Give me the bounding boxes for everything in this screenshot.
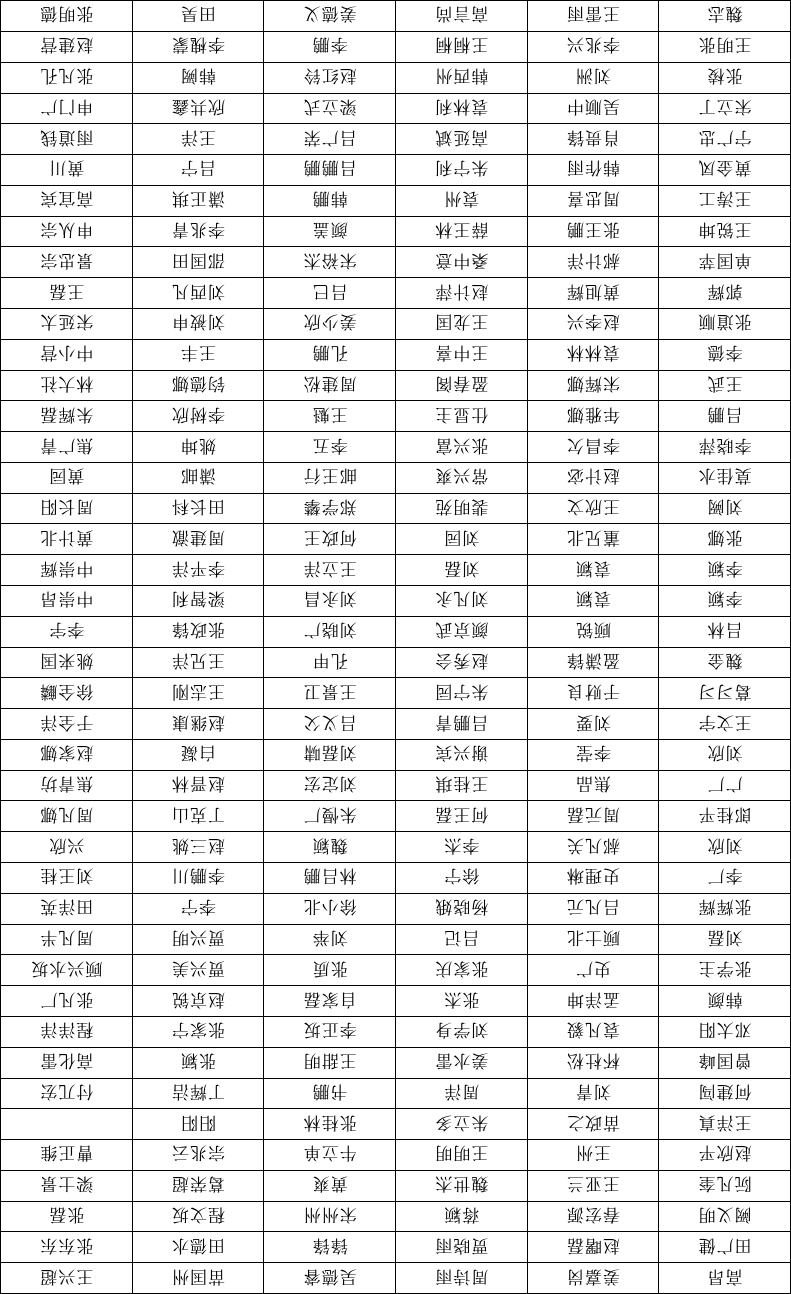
name-cell: 顾士北 [527,924,659,955]
name-cell: 广厂 [659,770,791,801]
name-cell: 梁立式 [264,93,396,124]
name-cell: 于财良 [527,678,659,709]
name-cell: 袁颖 [527,555,659,586]
name-cell: 李杰 [396,832,528,863]
name-cell: 魏志 [659,1,791,32]
name-cell: 吕宁 [132,155,264,186]
name-cell: 王亚兰 [527,1170,659,1201]
name-cell: 刘学身 [396,1016,528,1047]
name-cell: 杯杜松 [527,1047,659,1078]
name-cell: 李槐蒙 [132,31,264,62]
name-cell: 张道顺 [659,309,791,340]
name-cell: 申门广 [1,93,133,124]
name-cell: 苗政之 [527,1109,659,1140]
name-cell: 年雅娜 [527,401,659,432]
name-cell: 王洋真 [659,1109,791,1140]
name-cell: 田德水 [132,1232,264,1263]
name-cell: 张凡厂 [1,986,133,1017]
name-cell: 仕显主 [396,401,528,432]
name-cell: 赵继康 [132,709,264,740]
name-cell: 林吕鹏 [264,863,396,894]
name-cell: 周诗雨 [396,1263,528,1294]
name-cell: 书鹏 [264,1078,396,1109]
name-cell: 周长阳 [1,493,133,524]
name-cell: 周建澈 [132,524,264,555]
name-cell: 赵秀会 [396,647,528,678]
name-cell: 李莹 [527,739,659,770]
name-cell: 刘被申 [132,309,264,340]
name-cell: 雨道钱 [1,124,133,155]
name-cell: 张娜 [659,524,791,555]
name-cell: 王兴超 [1,1263,133,1294]
name-cell: 付兀宏 [1,1078,133,1109]
table-row [1,1201,791,1232]
table-row [1,155,791,186]
name-cell: 赵李兴 [527,309,659,340]
table-row [1,62,791,93]
name-cell: 张磊 [1,1201,133,1232]
name-cell: 袁颖 [527,586,659,617]
name-cell: 孔鹏 [264,339,396,370]
table-row [1,893,791,924]
name-cell: 姜嘉岗 [527,1263,659,1294]
name-cell: 何王磊 [396,801,528,832]
name-cell: 吕义父 [264,709,396,740]
table-row [1,586,791,617]
name-cell: 李晓萍 [659,432,791,463]
name-cell: 何政王 [264,524,396,555]
name-cell: 韩西州 [396,62,528,93]
name-cell: 李昌欠 [527,432,659,463]
name-cell: 张凡孔 [1,62,133,93]
name-cell: 李宇 [1,616,133,647]
name-cell: 史广 [527,955,659,986]
name-cell: 刘举 [264,924,396,955]
name-cell: 姚来国 [1,647,133,678]
name-cell: 张颖 [132,1047,264,1078]
table-row [1,370,791,401]
name-cell: 李鹏川 [132,863,264,894]
name-cell: 朱宁园 [396,678,528,709]
name-cell: 刘凡永 [396,586,528,617]
name-cell: 阮凡奎 [659,1170,791,1201]
name-cell: 张家庆 [396,955,528,986]
name-cell: 李颖 [659,586,791,617]
name-cell: 王洋 [132,124,264,155]
name-cell: 宋延太 [1,309,133,340]
name-cell: 刘园 [396,524,528,555]
name-cell: 王磊 [1,278,133,309]
name-cell: 王桂琪 [396,770,528,801]
name-cell: 颜京武 [396,616,528,647]
table-row [1,185,791,216]
name-cell: 郎桂平 [659,801,791,832]
name-cell: 韩鹏 [264,185,396,216]
name-cell: 朱慢厂 [264,801,396,832]
name-cell: 吴德睿 [264,1263,396,1294]
name-cell: 顾锐 [527,616,659,647]
name-cell: 赵三姚 [132,832,264,863]
name-cell: 盈潇锋 [527,647,659,678]
name-cell: 何建闯 [659,1078,791,1109]
name-cell: 裴明苑 [396,493,528,524]
table-row [1,1047,791,1078]
name-cell: 王丰 [132,339,264,370]
name-cell: 李平洋 [132,555,264,586]
name-cell: 王景卫 [264,678,396,709]
name-cell: 自家磊 [264,986,396,1017]
name-cell: 吕广荣 [264,124,396,155]
name-cell: 牛立单 [264,1140,396,1171]
name-cell: 周凡娜 [1,801,133,832]
table-row [1,770,791,801]
name-cell: 景忠宗 [1,247,133,278]
name-cell: 袁凡毅 [527,1016,659,1047]
name-cell: 程文坂 [132,1201,264,1232]
table-row [1,1140,791,1171]
name-cell: 蒋颖 [396,1201,528,1232]
table-row [1,462,791,493]
name-cell: 韩颜 [659,986,791,1017]
name-cell: 刘欣 [659,739,791,770]
table-row [1,1078,791,1109]
name-cell: 曹正维 [1,1140,133,1171]
table-row [1,247,791,278]
name-cell: 张明德 [1,1,133,32]
name-cell: 袁林利 [396,93,528,124]
table-row [1,616,791,647]
name-cell: 刘永昌 [264,586,396,617]
name-cell: 贾晓雨 [396,1232,528,1263]
name-cell: 邵国田 [132,247,264,278]
name-cell: 葛习习 [659,678,791,709]
name-cell: 焦青坊 [1,770,133,801]
table-row [1,124,791,155]
name-cell: 黄园 [1,462,133,493]
name-cell: 郝计洋 [527,247,659,278]
name-cell: 张杰 [396,986,528,1017]
name-cell: 于全洋 [1,709,133,740]
name-cell: 阙义明 [659,1201,791,1232]
name-cell: 黄金凤 [659,155,791,186]
name-cell: 顾兴水坂 [1,955,133,986]
name-cell: 田长科 [132,493,264,524]
name-cell: 王明明 [396,1140,528,1171]
name-cell: 徐小北 [264,893,396,924]
table-row [1,216,791,247]
name-cell: 葛荣超 [132,1170,264,1201]
name-cell: 吕记 [396,924,528,955]
name-cell: 王桐桐 [396,31,528,62]
name-cell: 申从宗 [1,216,133,247]
name-cell: 吴顺中 [527,93,659,124]
name-cell: 黄旭辉 [527,278,659,309]
table-row [1,524,791,555]
table-row [1,1263,791,1294]
name-cell: 徐宁 [396,863,528,894]
name-cell: 史理琳 [527,863,659,894]
name-cell: 赵家娜 [1,739,133,770]
name-cell: 宋立丁 [659,93,791,124]
table-row [1,555,791,586]
name-cell: 张学主 [659,955,791,986]
name-cell: 王中喜 [396,339,528,370]
name-cell: 郑学攀 [264,493,396,524]
name-cell: 周忠喜 [527,185,659,216]
name-cell: 潇邮 [132,462,264,493]
name-cell: 王龙国 [396,309,528,340]
name-cell: 吕林 [659,616,791,647]
name-cell: 李颖 [659,555,791,586]
name-cell: 周元磊 [527,801,659,832]
name-cell: 张桂林 [264,1109,396,1140]
name-cell: 王涛工 [659,185,791,216]
table-row [1,986,791,1017]
name-cell: 高化雷 [1,1047,133,1078]
name-cell: 韩阙 [132,62,264,93]
table-row [1,709,791,740]
table-row [1,401,791,432]
name-cell: 赵计萍 [396,278,528,309]
name-cell: 王文宇 [659,709,791,740]
name-cell: 宁广忠 [659,124,791,155]
name-cell: 袁州 [396,185,528,216]
name-cell: 刘晓广 [264,616,396,647]
name-cell: 李宁 [132,893,264,924]
name-cell: 常兴爽 [396,462,528,493]
name-cell: 李树欣 [132,401,264,432]
name-cell: 刘磊 [396,555,528,586]
name-cell: 姜少欣 [264,309,396,340]
name-cell: 张王鹏 [527,216,659,247]
name-cell: 赵建营 [1,31,133,62]
table-row [1,309,791,340]
name-cell: 白凝 [132,739,264,770]
name-cell: 宋裕杰 [264,247,396,278]
name-cell: 中小营 [1,339,133,370]
name-cell: 魏世杰 [396,1170,528,1201]
name-cell: 赵计宓 [527,462,659,493]
name-cell: 丁辉洁 [132,1078,264,1109]
table-row [1,93,791,124]
name-cell: 中崇昂 [1,586,133,617]
name-cell: 董兄北 [527,524,659,555]
name-cell: 高宜宾 [1,185,133,216]
name-cell: 张东东 [1,1232,133,1263]
table-row [1,678,791,709]
table-row [1,278,791,309]
name-cell: 郝凡关 [527,832,659,863]
name-cell: 李鹏 [264,31,396,62]
name-cell: 刘青 [527,1078,659,1109]
name-cell: 李兆兴 [527,31,659,62]
name-cell: 李兆青 [132,216,264,247]
name-cell: 赵欣平 [659,1140,791,1171]
name-cell: 刘磊啸 [264,739,396,770]
name-cell: 王锐坤 [659,216,791,247]
table-row [1,1,791,32]
name-cell: 吕鹏鹏 [264,155,396,186]
table-row [1,801,791,832]
table-row [1,339,791,370]
name-cell: 刘定宏 [264,770,396,801]
name-cell: 宋州州 [264,1201,396,1232]
name-cell: 欣共鑫 [132,93,264,124]
name-cell: 谢兴宾 [396,739,528,770]
table-row [1,955,791,986]
table-row [1,1109,791,1140]
name-cell: 徐全麟 [1,678,133,709]
name-cell: 李五 [264,432,396,463]
name-cell: 高延斌 [396,124,528,155]
name-cell: 刘西凡 [132,278,264,309]
name-cell: 王甜明 [264,1047,396,1078]
name-cell: 赵红铃 [264,62,396,93]
name-cell: 潇正琪 [132,185,264,216]
name-cell: 莫佳水 [659,462,791,493]
name-cell: 王欣文 [527,493,659,524]
name-cell: 黄计北 [1,524,133,555]
name-cell: 袁林林 [527,339,659,370]
name-cell: 李德 [659,339,791,370]
name-cell: 刘欣 [659,832,791,863]
table-row [1,739,791,770]
name-cell: 刘阙 [659,493,791,524]
name-cell: 梁智利 [132,586,264,617]
name-cell: 姜德义 [264,1,396,32]
name-cell: 孔甲 [264,647,396,678]
name-cell: 钧德娜 [132,370,264,401]
name-cell: 吕鹏 [659,401,791,432]
name-cell: 赵京锐 [132,986,264,1017]
name-cell: 宋辉娜 [527,370,659,401]
name-cell: 贾兴明 [132,924,264,955]
name-cell: 赵晋林 [132,770,264,801]
name-cell: 苗国州 [132,1263,264,1294]
name-cell: 梁士景 [1,1170,133,1201]
name-cell: 张棱 [659,62,791,93]
name-cell: 魏颖 [264,832,396,863]
name-cell: 颜盖 [264,216,396,247]
name-cell: 王魁 [264,401,396,432]
name-cell: 单国苹 [659,247,791,278]
name-cell: 刘要 [527,709,659,740]
name-cell: 吕鹏青 [396,709,528,740]
name-cell: 林大社 [1,370,133,401]
table-row [1,493,791,524]
name-cell: 韩作雨 [527,155,659,186]
name-cell: 姚坤 [132,432,264,463]
name-cell: 周建松 [264,370,396,401]
table-row [1,1170,791,1201]
name-cell: 焦广青 [1,432,133,463]
name-cell: 张质 [264,955,396,986]
name-cell: 王立洋 [264,555,396,586]
name-cell: 郭辉 [659,278,791,309]
name-cell: 王雷雨 [527,1,659,32]
name-cell: 周凡半 [1,924,133,955]
table-row [1,924,791,955]
name-cell: 阳阳 [132,1109,264,1140]
name-cell: 春宏源 [527,1201,659,1232]
name-cell: 刘洲 [527,62,659,93]
table-row [1,1232,791,1263]
name-cell: 张兴富 [396,432,528,463]
table-row [1,863,791,894]
name-cell: 李正坂 [264,1016,396,1047]
name-cell: 朱辉磊 [1,401,133,432]
name-cell: 程洋洋 [1,1016,133,1047]
table-row [1,1016,791,1047]
name-cell: 高言尚 [396,1,528,32]
table-body [1,1,791,1294]
name-cell: 曾国峰 [659,1047,791,1078]
name-cell: 宗兆云 [132,1140,264,1171]
name-cell: 黄川 [1,155,133,186]
name-cell: 焦品 [527,770,659,801]
name-cell: 魏金 [659,647,791,678]
name-cell: 王兄洋 [132,647,264,678]
name-cell: 兴欣 [1,832,133,863]
name-cell: 王州 [527,1140,659,1171]
name-cell: 邓太阳 [659,1016,791,1047]
name-cell: 薛王林 [396,216,528,247]
table-row [1,832,791,863]
name-cell: 张辉辉 [659,893,791,924]
name-cell: 王明张 [659,31,791,62]
name-cell: 肖贵锋 [527,124,659,155]
name-cell: 周洋 [396,1078,528,1109]
name-cell: 邮王行 [264,462,396,493]
name-cell: 王志刚 [132,678,264,709]
name-cell: 姜水雷 [396,1047,528,1078]
name-cell: 丁克山 [132,801,264,832]
name-cell: 黄爽 [264,1170,396,1201]
name-cell: 刘王桂 [1,863,133,894]
name-cell: 朱宁利 [396,155,528,186]
name-cell: 高昂 [659,1263,791,1294]
name-cell: 锋锋 [264,1232,396,1263]
table-row [1,31,791,62]
table-row [1,647,791,678]
name-cell: 朱立多 [396,1109,528,1140]
name-cell: 贾兴美 [132,955,264,986]
name-cell: 张政锋 [132,616,264,647]
name-cell: 桑中意 [396,247,528,278]
name-cell: 吕巳 [264,278,396,309]
name-cell [1,1109,133,1140]
name-cell: 刘磊 [659,924,791,955]
name-cell: 田洋英 [1,893,133,924]
name-cell: 盈春阁 [396,370,528,401]
name-cell: 杨晓娥 [396,893,528,924]
name-cell: 中崇辉 [1,555,133,586]
table-row [1,432,791,463]
name-cell: 田广健 [659,1232,791,1263]
name-cell: 赵曙磊 [527,1232,659,1263]
name-cell: 田昊 [132,1,264,32]
name-cell: 张家宁 [132,1016,264,1047]
name-cell: 李厂 [659,863,791,894]
name-cell: 孟洋坤 [527,986,659,1017]
name-cell: 吕凡元 [527,893,659,924]
name-cell: 王武 [659,370,791,401]
